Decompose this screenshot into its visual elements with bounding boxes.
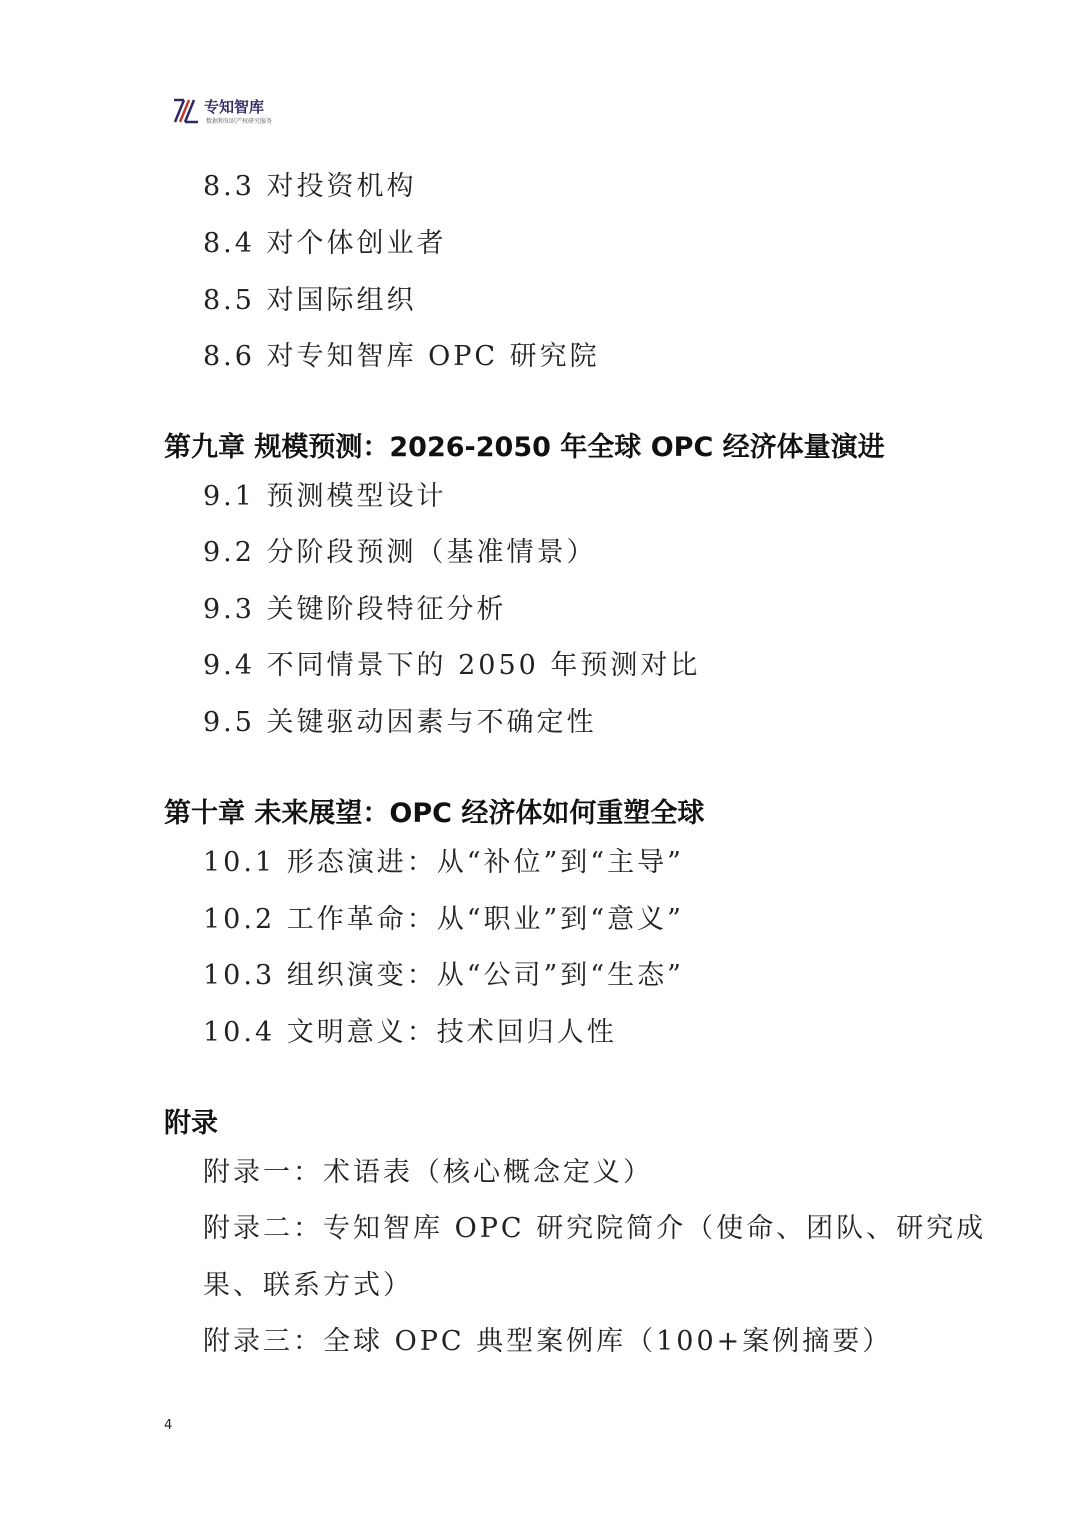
toc-item-8-4: 8.4 对个体创业者 <box>203 228 447 259</box>
logo-subtitle: 数据和知识产权研究服务 <box>206 118 273 125</box>
chapter-10-heading: 第十章 未来展望：OPC 经济体如何重塑全球 <box>164 798 705 829</box>
page-number: 4 <box>164 1418 173 1433</box>
toc-item-10-2: 10.2 工作革命：从“职业”到“意义” <box>203 904 684 935</box>
appendix-item-1: 附录一：术语表（核心概念定义） <box>203 1157 653 1188</box>
appendix-item-2-continued: 果、联系方式） <box>203 1270 413 1301</box>
toc-item-10-1: 10.1 形态演进：从“补位”到“主导” <box>203 847 684 878</box>
toc-item-10-4: 10.4 文明意义：技术回归人性 <box>203 1017 617 1048</box>
appendix-item-2: 附录二：专知智库 OPC 研究院简介（使命、团队、研究成 <box>203 1213 987 1244</box>
toc-item-8-6: 8.6 对专知智库 OPC 研究院 <box>203 341 600 372</box>
toc-item-8-3: 8.3 对投资机构 <box>203 171 417 202</box>
toc-item-9-1: 9.1 预测模型设计 <box>203 481 447 512</box>
toc-item-10-3: 10.3 组织演变：从“公司”到“生态” <box>203 960 684 991</box>
logo-mark-icon <box>172 98 200 124</box>
toc-item-9-4: 9.4 不同情景下的 2050 年预测对比 <box>203 650 701 681</box>
logo-name: 专知智库 <box>204 98 265 116</box>
toc-item-9-5: 9.5 关键驱动因素与不确定性 <box>203 707 597 738</box>
toc-item-8-5: 8.5 对国际组织 <box>203 285 417 316</box>
appendix-item-3: 附录三：全球 OPC 典型案例库（100+案例摘要） <box>203 1326 893 1357</box>
toc-item-9-3: 9.3 关键阶段特征分析 <box>203 594 507 625</box>
appendix-heading: 附录 <box>164 1108 218 1139</box>
toc-item-9-2: 9.2 分阶段预测（基准情景） <box>203 537 597 568</box>
chapter-9-heading: 第九章 规模预测：2026-2050 年全球 OPC 经济体量演进 <box>164 432 885 463</box>
